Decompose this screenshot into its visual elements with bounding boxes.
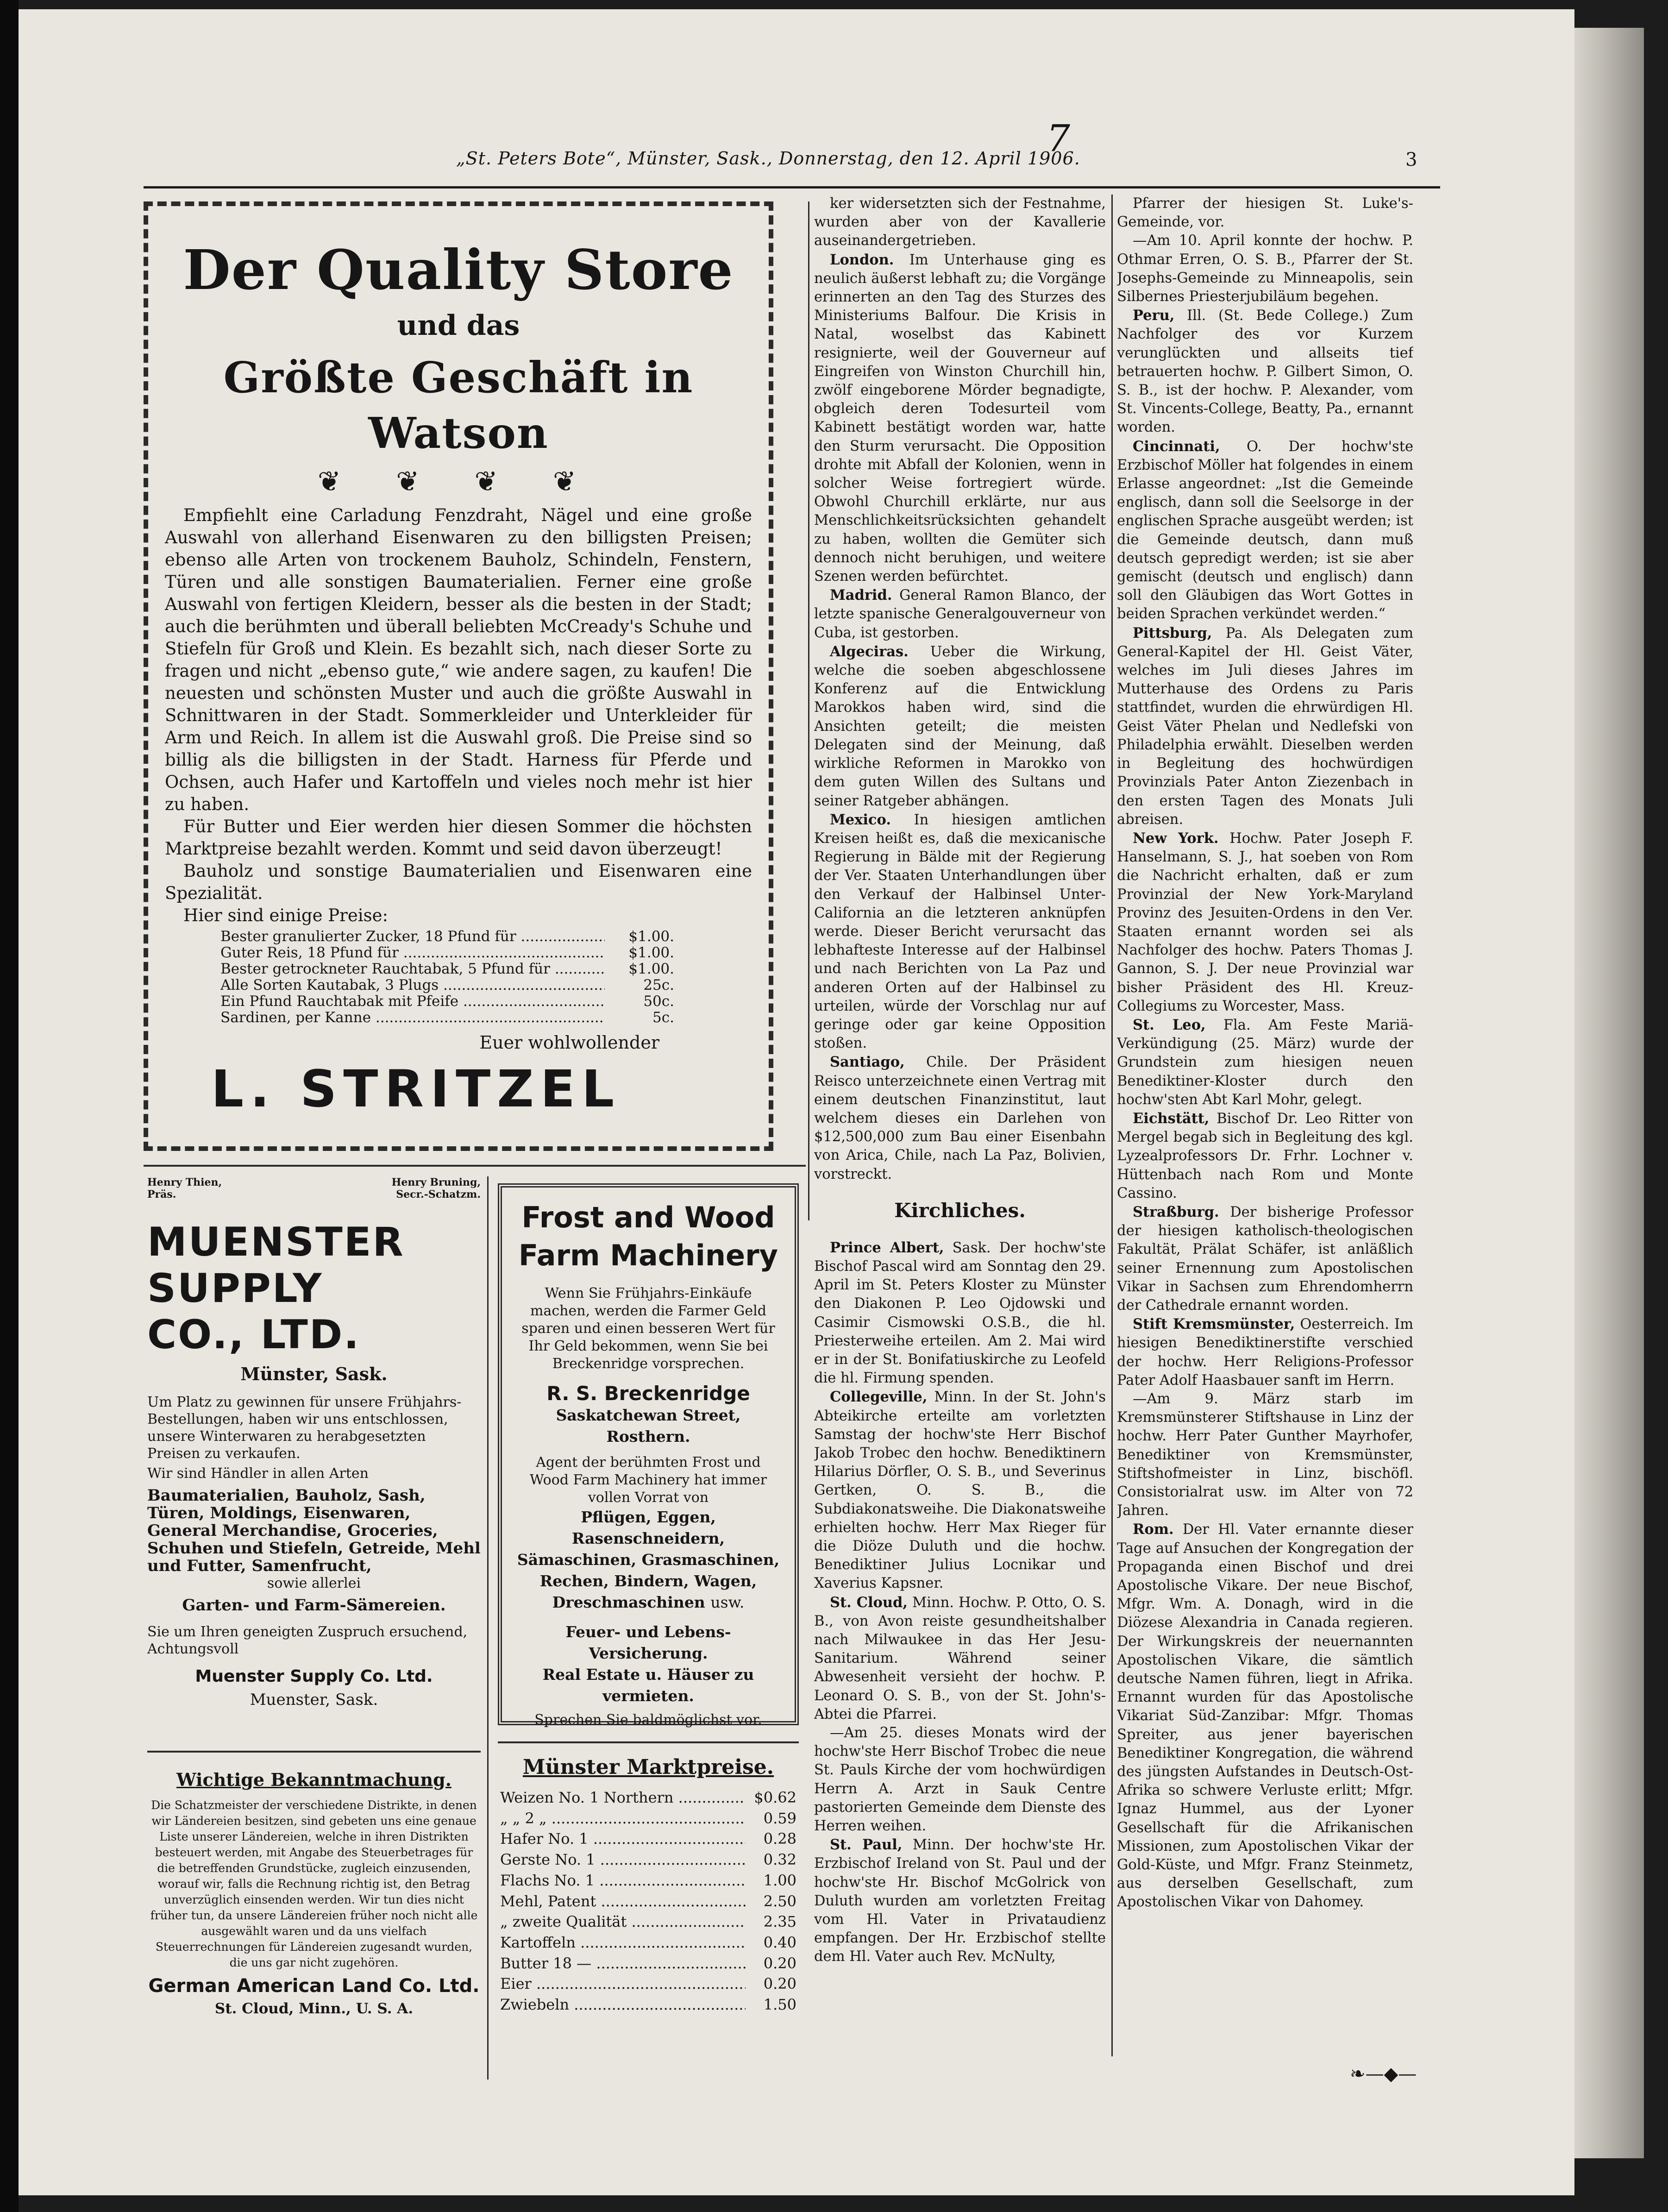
prices-intro: Hier sind einige Preise: <box>183 905 388 925</box>
ad-subtitle: und das <box>397 309 520 342</box>
news-paragraph: Pittsburg, Pa. Als Delegaten zum General-Kapitel der Hl. Geist Väter, welches im Juli dieses Jahres im Mutterhause des Ordens zu Paris stattfindet, wurden die ehrwürdigen Hl. Geist Väter Phelan und Nedlefski von Philadelphia erwählt. Dieselben werden in Begleitung des hochwürdigen Provinzials Pater Anton Ziezenbach in den ersten Tagen des Monats Juli abreisen. <box>1117 624 1413 828</box>
announcement <box>147 1769 481 2047</box>
news-paragraph: —Am 10. April konnte der hochw. P. Othmar Erren, O. S. B., Pfarrer der St. Josephs-Gemeinde zu Minneapolis, sein Silbernes Priesterjubiläum begehen. <box>1117 233 1413 305</box>
section-rule <box>144 1165 806 1167</box>
announcement-text: Die Schatzmeister der verschiedene Distrikte, in denen wir Ländereien besitzen, sind gebeten uns eine genaue Liste unserer Ländereien, welche in ihren Distrikten besteuert werden, mit Angabe des Steuerbetrages für die betreffenden Grundstücke, zugleich einzusenden, worauf wir, falls die Rechnung richtig ist, den Betrag unverzüglich einsenden werden. Wir tun dies nicht früher tun, da unsere Ländereien früher noch nicht alle ausgewählt waren und da uns vielfach Steuerrechnungen für Ländereien zugesandt wurden, die uns gar nicht zugehören. <box>150 1798 478 1969</box>
ad-paragraph: Empfiehlt eine Carladung Fenzdraht, Nägel und eine große Auswahl von allerhand Eisenwaren zu den billigsten Preisen; ebenso alle Arten von trockenem Bauholz, Schindeln, Fenstern, Türen und alle sonstigen Baumaterialien. Ferner eine große Auswahl von fertigen Kleidern, besser als die besten in der Stadt; auch die berühmten und überall beliebten McCready's Schuhe und Stiefeln für Groß und Klein. Es bezahlt sich, nach dieser Sorte zu fragen und nicht „ebenso gute,“ wie andere sagen, zu kaufen! Die neuesten und schönsten Muster und auch die größte Auswahl in Schnittwaren in der Stadt. Sommerkleider und Unterkleider für Arm und Reich. In allem ist die Auswahl groß. Die Preise sind so billig als die billigsten in der Stadt. Harness für Pferde und Ochsen, auch Hafer und Kartoffeln und vieles noch mehr ist hier zu haben. <box>165 505 752 814</box>
ad-title: Frost and Wood Farm Machinery <box>518 1200 778 1272</box>
company-town: Muenster, Sask. <box>250 1690 378 1709</box>
ad-title-2: Größte Geschäft in Watson <box>223 352 694 458</box>
price-row: Sardinen, per Kanne ..... 5c. <box>220 1010 674 1026</box>
page-header: „St. Peters Bote“, Münster, Sask., Donnerstag, den 12. April 1906. <box>456 148 1080 169</box>
dateline: Collegeville, <box>830 1389 928 1406</box>
goods-list: Baumaterialien, Bauholz, Sash, Türen, Moldings, Eisenwaren, General Merchandise, Groceries, Schuhen und Stiefeln, Getreide, Mehl und Futter, Samenfrucht, <box>147 1486 481 1575</box>
church-news-items <box>814 1238 1106 1967</box>
news-paragraph: St. Leo, Fla. Am Feste Mariä-Verkündigung (25. März) wurde der Grundstein zum hiesigen neuen Benediktiner-Kloster durch den hochw'sten Abt Karl Mohr, gelegt. <box>1117 1016 1413 1108</box>
section-heading: Kirchliches. <box>894 1199 1026 1222</box>
price-row: Alle Sorten Kautabak, 3 Plugs ..... 25c. <box>220 977 674 993</box>
ad-text: sowie allerlei <box>267 1575 361 1591</box>
market-row: Mehl, Patent ..... 2.50 <box>500 1891 796 1912</box>
market-row: „ zweite Qualität ..... 2.35 <box>500 1911 796 1932</box>
section-rule <box>498 1741 799 1743</box>
church-news-items <box>1117 195 1413 1912</box>
news-paragraph: Santiago, Chile. Der Präsident Reisco unterzeichnete einen Vertrag mit einem deutschen Finanzinstitut, laut welchem dieses ein Darlehen von $12,500,000 zum Bau einer Eisenbahn von Arica, Chile, nach La Paz, Bolivien, vorstreckt. <box>814 1054 1106 1182</box>
newspaper-page <box>19 9 1574 2195</box>
news-items <box>814 195 1106 1184</box>
page-edge-stack <box>1574 28 1644 2158</box>
dateline: Santiago, <box>830 1054 905 1071</box>
price-row: Bester granulierter Zucker, 18 Pfund für ..... $1.00. <box>220 929 674 945</box>
officers <box>147 1176 481 1200</box>
news-paragraph: Madrid. General Ramon Blanco, der letzte spanische Generalgouverneur von Cuba, ist gestorben. <box>814 587 1106 641</box>
news-paragraph: Cincinnati, O. Der hochw'ste Erzbischof Möller hat folgendes in einem Erlasse angeordnet: „Ist die Gemeinde englisch, dann soll die Seelsorge in der englischen Sprache ausgeübt werden; ist die Gemeinde deutsch, dann muß deutsch gepredigt werden; ist sie aber gemischt (deutsch und englisch) dann soll den Gläubigen das Wort Gottes in beiden Sprachen verkündet werden.“ <box>1117 438 1413 622</box>
news-paragraph: Eichstätt, Bischof Dr. Leo Ritter von Mergel begab sich in Begleitung des kgl. Lyzealprofessors Dr. Frhr. Lochner v. Hüttenbach nach Rom und Monte Cassino. <box>1117 1110 1413 1201</box>
officer-role: Secr.-Schatzm. <box>396 1188 481 1200</box>
news-paragraph: Stift Kremsmünster, Oesterreich. Im hiesigen Benediktinerstifte verschied der hochw. Herr Religions-Professor Pater Adolf Haasbauer sanft im Herrn. <box>1117 1316 1413 1389</box>
ad-text: Um Platz zu gewinnen für unsere Frühjahrs-Bestellungen, haben wir uns entschlossen, unsere Winterwaren zu herabgesetzten Preisen zu verkaufen. <box>147 1394 462 1462</box>
officer-role: Präs. <box>147 1188 176 1200</box>
section-rule <box>147 1751 481 1753</box>
ornament-icon: ❦ ❦ ❦ ❦ <box>317 465 600 498</box>
dateline: St. Cloud, <box>830 1594 908 1611</box>
end-ornament: ❧—◆— <box>1350 2063 1417 2085</box>
dateline: Madrid. <box>830 587 892 604</box>
price-row: Ein Pfund Rauchtabak mit Pfeife ..... 50c. <box>220 993 674 1010</box>
news-column-2 <box>814 195 1106 2075</box>
header-rule <box>144 186 1440 189</box>
market-row: Kartoffeln ..... 0.40 <box>500 1932 796 1953</box>
news-paragraph: ker widersetzten sich der Festnahme, wurden aber von der Kavallerie auseinandergetrieben. <box>814 195 1106 249</box>
news-paragraph: New York. Hochw. Pater Joseph F. Hanselmann, S. J., hat soeben von Rom die Nachricht erhalten, daß er zum Provinzial der New York-Maryland Provinz des Jesuiten-Ordens in den Ver. Staaten ernannt worden sei als Nachfolger des hochw. Paters Thomas J. Gannon, S. J. Der neue Provinzial war bisher Präsident des Hl. Kreuz-Collegiums zu Worcester, Mass. <box>1117 830 1413 1014</box>
ad-closing: Euer wohlwollender <box>479 1032 659 1053</box>
dateline: St. Leo, <box>1133 1016 1206 1033</box>
dateline: Mexico. <box>830 811 891 828</box>
dateline: Cincinnati, <box>1133 438 1220 455</box>
company-city: Münster, Sask. <box>240 1364 388 1384</box>
page-number: 3 <box>1405 149 1417 170</box>
news-paragraph: Mexico. In hiesigen amtlichen Kreisen heißt es, daß die mexicanische Regierung in Bälde mit der Regierung der Ver. Staaten Unterhandlungen über den Verkauf der Halbinsel Unter-California an die letzteren anknüpfen werde. Dieser Bericht verursacht das lebhafteste Interesse auf der Halbinsel und nach Berichten von La Paz und anderen Orten auf der Halbinsel zu urteilen, würde der Vorschlag nur auf geringe oder gar keine Opposition stoßen. <box>814 811 1106 1052</box>
officer-name: Henry Bruning, <box>391 1176 481 1188</box>
market-prices <box>500 1755 796 2070</box>
ad-body <box>165 504 752 927</box>
ad-text: Agent der berühmten Frost und Wood Farm Machinery hat immer vollen Vorrat von <box>529 1454 767 1506</box>
news-paragraph: Algeciras. Ueber die Wirkung, welche die soeben abgeschlossene Konferenz auf die Entwicklung Marokkos haben wird, sind die Ansichten geteilt; die meisten Delegaten sind der Meinung, daß wirkliche Reformen in Marokko von dem guten Willen des Sultans und seiner Ratgeber abhängen. <box>814 643 1106 809</box>
market-title: Münster Marktpreise. <box>522 1755 774 1779</box>
dealer-address: Saskatchewan Street, Rosthern. <box>556 1406 741 1445</box>
scan-binding-shadow <box>0 0 19 2212</box>
news-paragraph: St. Paul, Minn. Der hochw'ste Hr. Erzbischof Ireland von St. Paul und der hochw'ste Hr. Bischof McGolrick von Duluth wurden am vorletzten Freitag vom Hl. Vater in Privataudienz empfangen. Der Hr. Erzbischof stellte dem Hl. Vater auch Rev. McNulty, <box>814 1836 1106 1965</box>
dateline: Algeciras. <box>830 643 909 660</box>
market-row: Flachs No. 1 ..... 1.00 <box>500 1870 796 1891</box>
market-row: „ „ 2 „ ..... 0.59 <box>500 1808 796 1829</box>
market-row: Butter 18 — ..... 0.20 <box>500 1953 796 1974</box>
news-paragraph: London. Im Unterhause ging es neulich äußerst lebhaft zu; die Vorgänge erinnerten an den Tag des Sturzes des Ministeriums Balfour. Die Krisis in Natal, woselbst das Kabinett resignierte, weil der Gouverneur auf Eingreifen von Winston Churchill hin, zwölf eingeborene Mörder begnadigte, obgleich deren Todesurteil vom Kabinett bestätigt worden war, hatte den Sturm verursacht. Die Opposition drohte mit Abfall der Kolonien, wenn in solcher Weise fortregiert würde. Obwohl Churchill erklärte, nur aus Menschlichkeitsrücksichten gehandelt zu haben, wollten die Gemüter sich dennoch nicht beruhigen, und weitere Szenen werden befürchtet. <box>814 251 1106 585</box>
goods-list: Garten- und Farm-Sämereien. <box>182 1596 446 1615</box>
handwritten-mark: 7 <box>1047 117 1070 160</box>
ad-closing: Sprechen Sie baldmöglichst vor. <box>534 1712 762 1728</box>
column-rule <box>487 1176 489 2080</box>
market-row: Weizen No. 1 Northern ..... $0.62 <box>500 1787 796 1808</box>
market-row: Hafer No. 1 ..... 0.28 <box>500 1829 796 1849</box>
goods-list: Pflügen, Eggen, Rasenschneidern, Sämaschinen, Grasmaschinen, Rechen, Bindern, Wagen, Dreschmaschinen usw. <box>517 1508 780 1611</box>
dateline: Peru, <box>1133 307 1175 324</box>
dealer-name: R. S. Breckenridge <box>546 1382 750 1405</box>
column-rule <box>808 201 809 1220</box>
dateline: Straßburg. <box>1133 1203 1219 1220</box>
news-column-3 <box>1117 195 1413 2066</box>
ad-text: Wir sind Händler in allen Arten <box>147 1465 369 1482</box>
ad-text: Wenn Sie Frühjahrs-Einkäufe machen, werden die Farmer Geld sparen und einen besseren Wert für Ihr Geld bekommen, wenn Sie bei Breckenridge vorsprechen. <box>521 1285 775 1372</box>
frost-wood-ad <box>498 1183 799 1728</box>
dateline: Pittsburg, <box>1133 624 1212 641</box>
news-paragraph: Collegeville, Minn. In der St. John's Abteikirche erteilte am vorletzten Samstag der hochw'ste Herr Bischof Jakob Trobec den hochw. Benediktinern Hilarius Dörfler, O. S. B., und Severinus Gertken, O. S. B., die Subdiakonatsweihe. Die Diakonatsweihe erhielten hochw. Herr Max Rieger für die Diöze Duluth und die hochw. Benediktiner Julius Locnikar und Xaverius Kapsner. <box>814 1389 1106 1592</box>
dateline: St. Paul, <box>830 1836 903 1854</box>
ad-paragraph: Für Butter und Eier werden hier diesen Sommer die höchsten Marktpreise bezahlt werden. Kommt und seid davon überzeugt! <box>165 817 752 859</box>
company-signature: Muenster Supply Co. Ltd. <box>195 1667 433 1686</box>
dateline: Rom. <box>1133 1521 1174 1538</box>
ad-text: Sie um Ihren geneigten Zuspruch ersuchend, Achtungsvoll <box>147 1624 468 1657</box>
announcement-company: German American Land Co. Ltd. <box>148 1975 480 1997</box>
officer-name: Henry Thien, <box>147 1176 222 1188</box>
ad-title: Der Quality Store <box>183 238 734 302</box>
market-row: Gerste No. 1 ..... 0.32 <box>500 1849 796 1870</box>
price-row: Guter Reis, 18 Pfund für ..... $1.00. <box>220 945 674 961</box>
announcement-location: St. Cloud, Minn., U. S. A. <box>214 2000 414 2017</box>
news-paragraph: Rom. Der Hl. Vater ernannte dieser Tage auf Ansuchen der Kongregation der Propaganda einen Bischof und drei Apostolische Vikare. Der neue Bischof, Mfgr. Wm. A. Donagh, wird in die Diözese Alexandria in Canada regieren. Der Wirkungskreis der neuernannten Apostolischen Vikare, die sämtlich deutsche Namen führen, liegt in Afrika. Ernannt wurden für das Apostolische Vikariat Süd-Zanzibar: Mfgr. Thomas Spreiter, aus jener bayerischen Benediktiner Kongregation, die während des jüngsten Aufstandes in Deutsch-Ost-Afrika so schwere Verluste erlitt; Mfgr. Ignaz Hummel, aus der Lyoner Gesellschaft für die Afrikanischen Missionen, zum Apostolischen Vikar der Gold-Küste, und Mfgr. Franz Steinmetz, aus derselben Gesellschaft, zum Apostolischen Vikar von Dahomey. <box>1117 1521 1413 1910</box>
column-rule <box>1111 195 1113 2056</box>
news-paragraph: Straßburg. Der bisherige Professor der hiesigen katholisch-theologischen Fakultät, Prälat Schäfer, ist anläßlich seiner Ernennung zum Apostolischen Vikar in Sachsen zum Ehrendomherrn der Cathedrale ernannt worden. <box>1117 1203 1413 1313</box>
market-row: Eier ..... 0.20 <box>500 1973 796 1994</box>
quality-store-ad <box>144 201 773 1151</box>
news-paragraph: St. Cloud, Minn. Hochw. P. Otto, O. S. B., von Avon reiste gesundheitshalber nach Milwaukee in das Her Jesu-Sanitarium. Während seiner Abwesenheit versieht der hochw. P. Leonard O. S. B., von der St. John's-Abtei die Pfarrei. <box>814 1594 1106 1722</box>
ad-paragraph: Bauholz und sonstige Baumaterialien und Eisenwaren eine Spezialität. <box>165 861 752 903</box>
news-paragraph: Peru, Ill. (St. Bede College.) Zum Nachfolger des vor Kurzem verunglückten und allseits tief betrauerten hochw. P. Gilbert Simon, O. S. B., ist der hochw. P. Alexander, vom St. Vincents-College, Beatty, Pa., ernannt worden. <box>1117 307 1413 436</box>
market-row: Zwiebeln ..... 1.50 <box>500 1994 796 2015</box>
insurance: Feuer- und Lebens-Versicherung. <box>565 1623 731 1662</box>
dateline: London. <box>830 251 894 268</box>
news-paragraph: —Am 25. dieses Monats wird der hochw'ste Herr Bischof Trobec die neue St. Pauls Kirche der vom hochwürdigen Herrn A. Arzt in Sauk Centre pastorierten Gemeinde dem Dienste des Herren weihen. <box>814 1725 1106 1835</box>
muenster-supply-ad <box>147 1176 481 1721</box>
price-list <box>220 929 752 1026</box>
company-name: MUENSTER SUPPLY CO., LTD. <box>147 1219 405 1358</box>
dateline: New York. <box>1133 830 1219 847</box>
price-row: Bester getrockneter Rauchtabak, 5 Pfund für ..... $1.00. <box>220 961 674 977</box>
dateline: Eichstätt, <box>1133 1110 1210 1127</box>
dateline: Stift Kremsmünster, <box>1133 1316 1295 1333</box>
real-estate: Real Estate u. Häuser zu vermieten. <box>542 1665 754 1705</box>
news-paragraph: —Am 9. März starb im Kremsmünsterer Stiftshause in Linz der hochw. Herr Pater Gunther Mayrhofer, Benediktiner von Kremsmünster, Stiftshofmeister in Linz, bischöfl. Consistorialrat usw. im Alter von 72 Jahren. <box>1117 1391 1413 1519</box>
news-paragraph: Pfarrer der hiesigen St. Luke's-Gemeinde, vor. <box>1117 195 1413 231</box>
announcement-title: Wichtige Bekanntmachung. <box>176 1769 451 1790</box>
ad-signature: L. STRITZEL <box>211 1059 621 1119</box>
dateline: Prince Albert, <box>830 1239 944 1256</box>
news-paragraph: Prince Albert, Sask. Der hochw'ste Bischof Pascal wird am Sonntag den 29. April im St. Peters Kloster zu Münster den Diakonen P. Leo Ojdowski und Casimir Cismowski O.S.B., die hl. Priesterweihe erteilen. Am 2. Mai wird er in der St. Bonifatiuskirche zu Leofeld die hl. Firmung spenden. <box>814 1239 1106 1387</box>
